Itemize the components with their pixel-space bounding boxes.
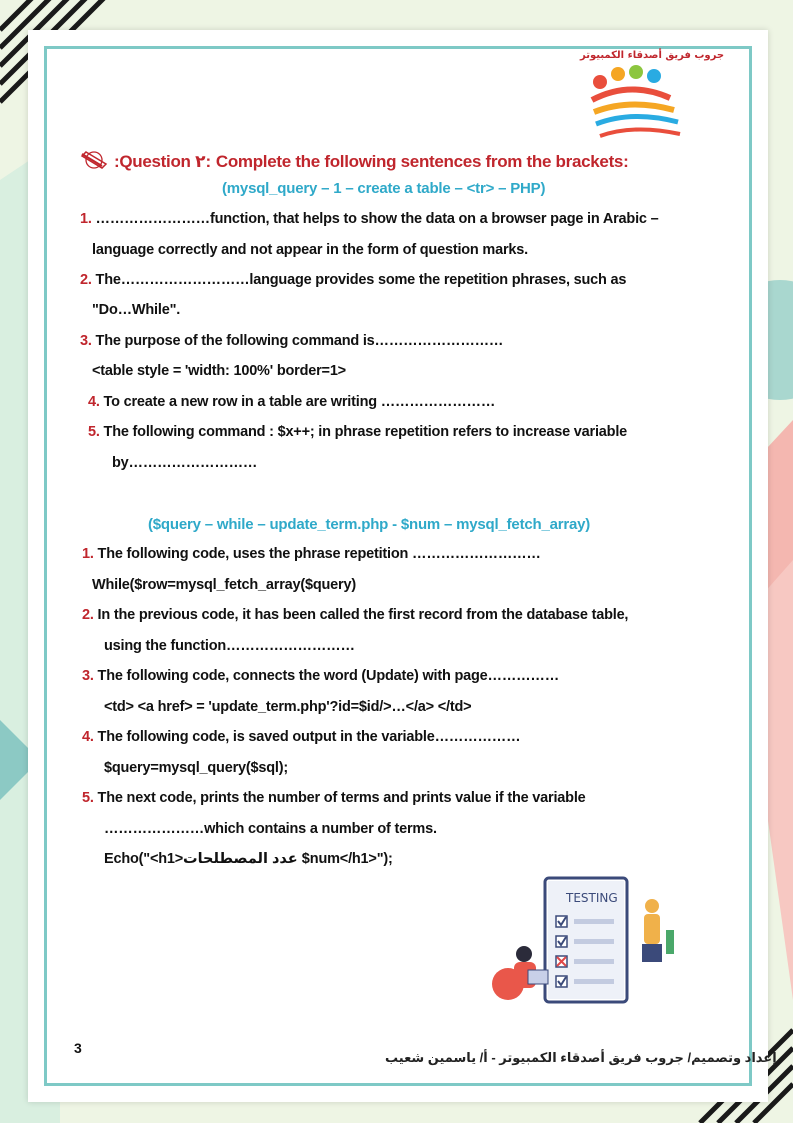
s2-item-1-line-1: 1. The following code, uses the phrase repetition ………………………: [82, 546, 541, 562]
s2-item-4-line-1: 4. The following code, is saved output in the variable………………: [82, 729, 521, 745]
s2-item-3-line-2: <td> <a href> = 'update_term.php'?id=$id/>…</a> </td>: [104, 699, 472, 715]
s2-item-2-line-1: 2. In the previous code, it has been called the first record from the database table,: [82, 607, 629, 623]
s2-item-4-line-2: $query=mysql_query($sql);: [104, 760, 288, 776]
s2-item-2-line-2: using the function………………………: [104, 638, 355, 654]
s1-item-3-line-2: <table style = 'width: 100%' border=1>: [92, 363, 346, 379]
logo-text: جروب فريق أصدقاء الكمبيوتر: [580, 50, 725, 61]
group-logo: [570, 40, 725, 150]
s2-item-5-line-2: …………………which contains a number of terms.: [104, 821, 437, 837]
s2-echo-line: Echo("<h1>عدد المصطلحات $num</h1>");: [104, 851, 393, 867]
testing-label: TESTING: [566, 891, 618, 905]
page-number: 3: [74, 1040, 82, 1056]
s2-item-5-line-1: 5. The next code, prints the number of terms and prints value if the variable: [82, 790, 586, 806]
pencil-icon: [80, 150, 110, 175]
s1-item-2-line-2: "Do…While".: [92, 302, 181, 318]
s1-item-1-line-2: language correctly and not appear in the form of question marks.: [92, 242, 528, 258]
brackets-section-2: ($query – while – update_term.php - $num – mysql_fetch_array): [148, 516, 591, 533]
s1-item-1-line-1: 1. ……………………function, that helps to show the data on a browser page in Arabic –: [80, 211, 659, 227]
s1-item-2-line-1: 2. The………………………language provides some the repetition phrases, such as: [80, 272, 627, 288]
brackets-section-1: (mysql_query – 1 – create a table – <tr> – PHP): [222, 180, 546, 197]
question-title: [80, 150, 628, 175]
s1-item-5-line-2: by………………………: [112, 455, 258, 471]
footer-credit: إعداد وتصميم/ جروب فريق أصدقاء الكمبيوتر - أ/ ياسمين شعيب: [385, 1050, 777, 1065]
s2-item-1-line-2: While($row=mysql_fetch_array($query): [92, 577, 356, 593]
s1-item-4-line-1: 4. To create a new row in a table are writing ……………………: [88, 394, 496, 410]
s1-item-5-line-1: 5. The following command : $x++; in phrase repetition refers to increase variable: [88, 424, 628, 440]
question-title-text: :Question ٢: Complete the following sentences from the brackets:: [114, 151, 629, 171]
s1-item-3-line-1: 3. The purpose of the following command is………………………: [80, 333, 504, 349]
testing-illustration: [490, 872, 680, 1012]
s2-item-3-line-1: 3. The following code, connects the word (Update) with page……………: [82, 668, 560, 684]
